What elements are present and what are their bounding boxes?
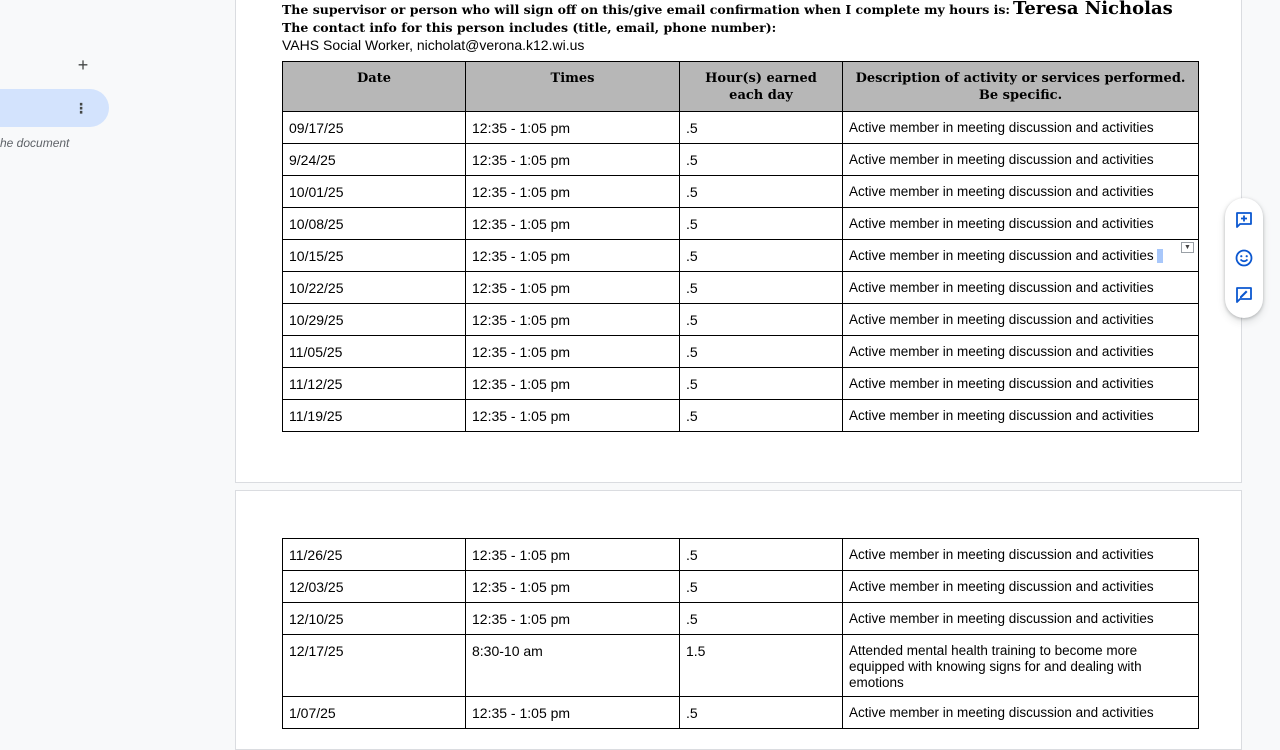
cell-description[interactable]: Active member in meeting discussion and activities [843, 272, 1199, 304]
cell-date[interactable]: 9/24/25 [283, 144, 466, 176]
contact-prompt: The contact info for this person includes (title, email, phone number): [282, 20, 777, 35]
cell-time[interactable]: 12:35 - 1:05 pm [466, 272, 680, 304]
add-emoji-reaction-button[interactable] [1232, 246, 1256, 270]
cell-time[interactable]: 12:35 - 1:05 pm [466, 571, 680, 603]
cell-hours[interactable]: .5 [680, 539, 843, 571]
table-row [283, 697, 1199, 729]
supervisor-info [282, 0, 1202, 54]
cell-hours[interactable]: .5 [680, 240, 843, 272]
header-times: Times [466, 62, 680, 112]
cell-date[interactable]: 10/08/25 [283, 208, 466, 240]
cell-time[interactable]: 8:30-10 am [466, 635, 680, 697]
table-row [283, 571, 1199, 603]
cell-hours[interactable]: .5 [680, 272, 843, 304]
outline-hint-text: he document [0, 136, 70, 150]
table-row [283, 603, 1199, 635]
supervisor-line [282, 0, 1202, 19]
cell-date[interactable]: 11/12/25 [283, 368, 466, 400]
suggest-edits-button[interactable] [1232, 283, 1256, 307]
hours-log-table [282, 61, 1199, 432]
cell-time[interactable]: 12:35 - 1:05 pm [466, 400, 680, 432]
cell-hours[interactable]: .5 [680, 176, 843, 208]
header-date: Date [283, 62, 466, 112]
cell-date[interactable]: 11/26/25 [283, 539, 466, 571]
cell-description-text: Active member in meeting discussion and activities [849, 248, 1154, 263]
tab-options-button[interactable] [71, 98, 91, 118]
cell-date[interactable]: 10/15/25 [283, 240, 466, 272]
cell-time[interactable]: 12:35 - 1:05 pm [466, 240, 680, 272]
cell-description[interactable]: Active member in meeting discussion and activities [843, 208, 1199, 240]
cell-hours[interactable]: 1.5 [680, 635, 843, 697]
cell-date[interactable]: 10/22/25 [283, 272, 466, 304]
cell-time[interactable]: 12:35 - 1:05 pm [466, 697, 680, 729]
cell-date[interactable]: 12/17/25 [283, 635, 466, 697]
table-row [283, 635, 1199, 697]
cell-time[interactable]: 12:35 - 1:05 pm [466, 208, 680, 240]
cell-time[interactable]: 12:35 - 1:05 pm [466, 603, 680, 635]
more-vert-icon: ⋮ [74, 99, 88, 116]
table-row [283, 176, 1199, 208]
cell-date[interactable]: 10/29/25 [283, 304, 466, 336]
cell-hours[interactable]: .5 [680, 571, 843, 603]
cell-date[interactable]: 12/10/25 [283, 603, 466, 635]
table-row [283, 368, 1199, 400]
document-page-1[interactable] [235, 0, 1242, 483]
hours-log-table-continued [282, 538, 1199, 729]
cell-date[interactable]: 1/07/25 [283, 697, 466, 729]
plus-icon: + [77, 54, 89, 75]
cell-description[interactable]: Active member in meeting discussion and activities [843, 400, 1199, 432]
table-row [283, 112, 1199, 144]
cell-date[interactable]: 09/17/25 [283, 112, 466, 144]
cell-time[interactable]: 12:35 - 1:05 pm [466, 336, 680, 368]
cell-hours[interactable]: .5 [680, 208, 843, 240]
document-outline-panel [0, 0, 235, 731]
cell-date[interactable]: 12/03/25 [283, 571, 466, 603]
document-tab-selected[interactable] [0, 89, 109, 127]
document-page-2[interactable] [235, 490, 1242, 750]
cell-time[interactable]: 12:35 - 1:05 pm [466, 539, 680, 571]
supervisor-name: Teresa Nicholas [1012, 0, 1173, 19]
add-comment-icon [1234, 210, 1254, 230]
table-row [283, 208, 1199, 240]
cell-time[interactable]: 12:35 - 1:05 pm [466, 144, 680, 176]
table-row [283, 304, 1199, 336]
cell-description[interactable]: Active member in meeting discussion and activities [843, 603, 1199, 635]
cell-description[interactable]: Active member in meeting discussion and activities [843, 112, 1199, 144]
cell-description[interactable]: Active member in meeting discussion and activities [843, 539, 1199, 571]
cell-time[interactable]: 12:35 - 1:05 pm [466, 368, 680, 400]
table-row [283, 272, 1199, 304]
table-row [283, 144, 1199, 176]
table-row [283, 240, 1199, 272]
cell-description[interactable]: Active member in meeting discussion and activities [843, 336, 1199, 368]
cell-description[interactable]: Active member in meeting discussion and activities [843, 144, 1199, 176]
supervisor-prompt: The supervisor or person who will sign off on this/give email confirmation when I complete my hours is: [282, 2, 1010, 17]
cell-hours[interactable]: .5 [680, 368, 843, 400]
add-tab-button[interactable] [70, 52, 96, 78]
cell-description[interactable]: Attended mental health training to become more equipped with knowing signs for and dealing with emotions [843, 635, 1199, 697]
cell-description[interactable]: Active member in meeting discussion and activities [843, 304, 1199, 336]
cell-description[interactable]: Active member in meeting discussion and activities [843, 571, 1199, 603]
table-header-row [283, 62, 1199, 112]
cell-time[interactable]: 12:35 - 1:05 pm [466, 176, 680, 208]
table-row [283, 539, 1199, 571]
cell-hours[interactable]: .5 [680, 697, 843, 729]
cell-date[interactable]: 11/19/25 [283, 400, 466, 432]
floating-side-actions [1225, 198, 1263, 318]
text-cursor [1157, 249, 1163, 263]
cell-hours[interactable]: .5 [680, 304, 843, 336]
cell-description[interactable]: Active member in meeting discussion and activities [843, 697, 1199, 729]
add-comment-button[interactable] [1232, 208, 1256, 232]
header-hours: Hour(s) earned each day [680, 62, 843, 112]
cell-time[interactable]: 12:35 - 1:05 pm [466, 304, 680, 336]
cell-description-active[interactable] [843, 240, 1199, 272]
cell-description[interactable]: Active member in meeting discussion and activities [843, 368, 1199, 400]
table-row [283, 400, 1199, 432]
cell-hours[interactable]: .5 [680, 603, 843, 635]
cell-description[interactable]: Active member in meeting discussion and activities [843, 176, 1199, 208]
header-description: Description of activity or services performed. Be specific. [843, 62, 1199, 112]
cell-hours[interactable]: .5 [680, 112, 843, 144]
cell-time[interactable]: 12:35 - 1:05 pm [466, 112, 680, 144]
cell-hours[interactable]: .5 [680, 400, 843, 432]
suggest-edits-icon [1234, 285, 1254, 305]
emoji-reaction-icon [1234, 248, 1254, 268]
contact-value: VAHS Social Worker, nicholat@verona.k12.wi.us [282, 37, 585, 53]
cell-hours[interactable]: .5 [680, 144, 843, 176]
cell-dropdown-icon[interactable]: ▼ [1181, 242, 1194, 253]
cell-date[interactable]: 11/05/25 [283, 336, 466, 368]
cell-hours[interactable]: .5 [680, 336, 843, 368]
cell-date[interactable]: 10/01/25 [283, 176, 466, 208]
table-row [283, 336, 1199, 368]
